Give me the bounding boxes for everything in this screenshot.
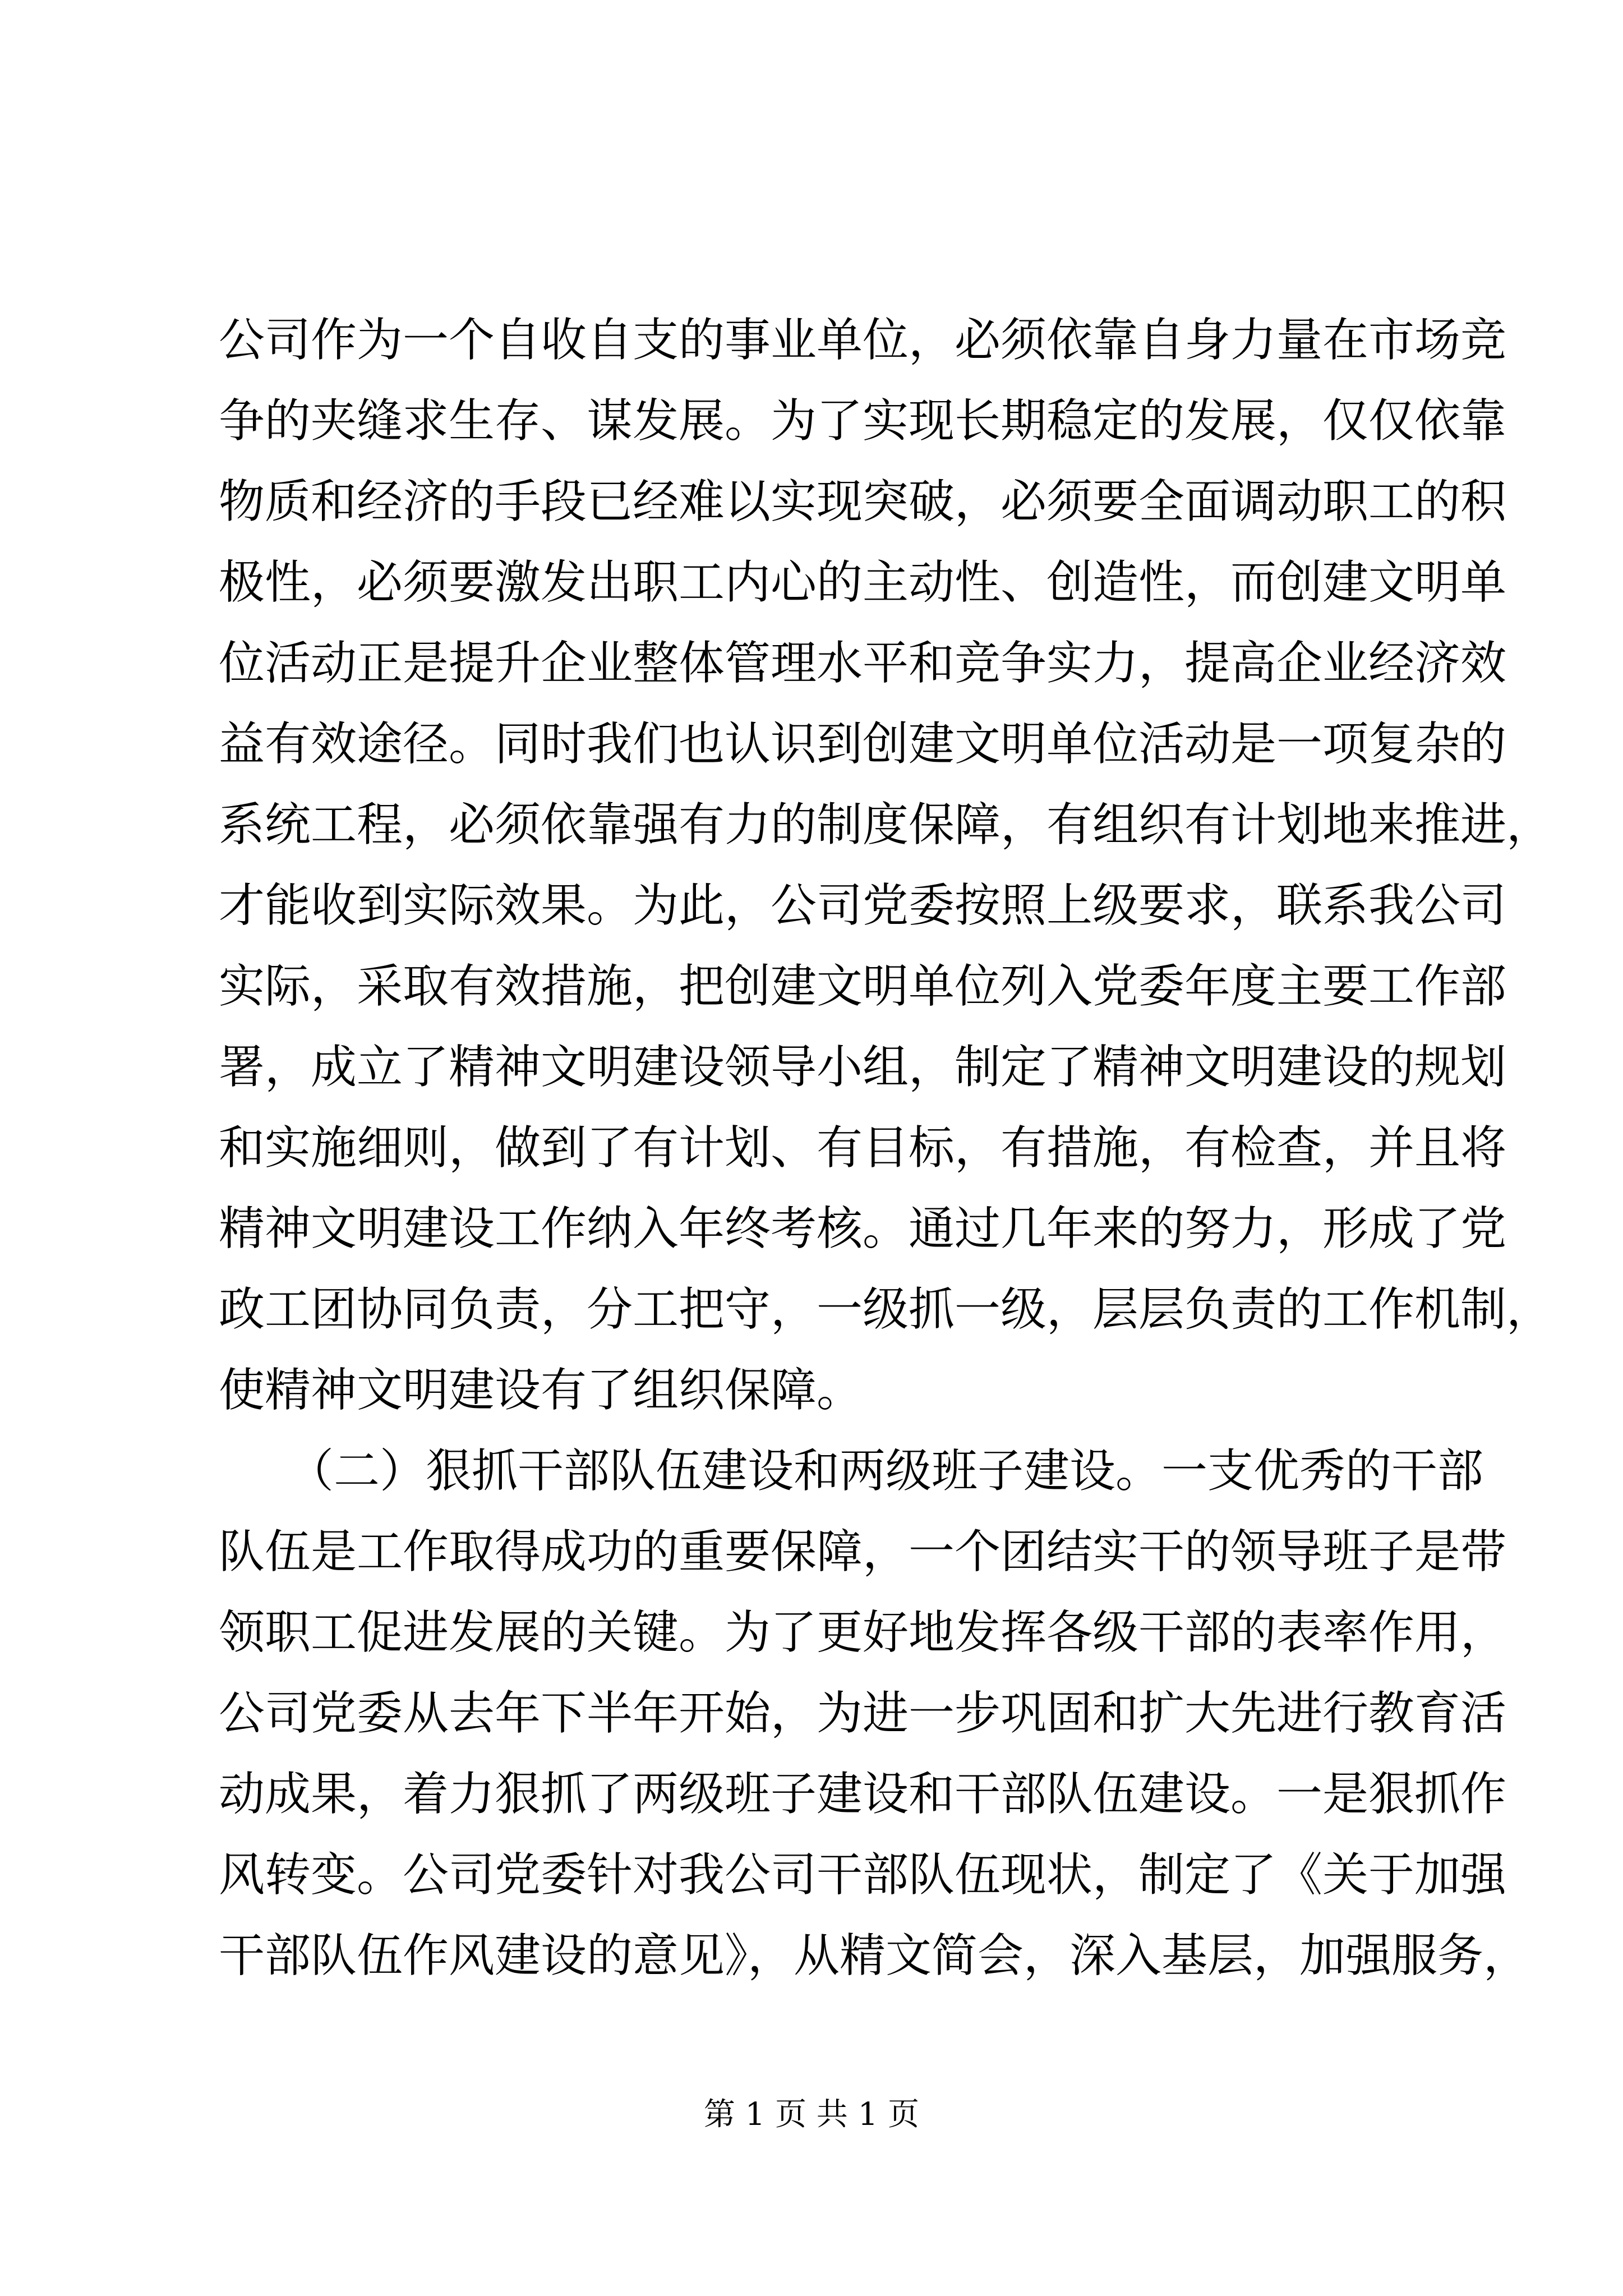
text-line: 和实施细则，做到了有计划、有目标，有措施，有检查，并且将 <box>219 1121 1507 1175</box>
text-line: 极性，必须要激发出职工内心的主动性、创造性，而创建文明单 <box>219 556 1507 609</box>
text-line: 署，成立了精神文明建设领导小组，制定了精神文明建设的规划 <box>219 1041 1507 1094</box>
text-line: 队伍是工作取得成功的重要保障，一个团结实干的领导班子是带 <box>219 1525 1507 1579</box>
text-line: 实际，采取有效措施，把创建文明单位列入党委年度主要工作部 <box>219 960 1507 1013</box>
page-number-label: 第 1 页 共 1 页 <box>703 2096 920 2133</box>
text-line: 才能收到实际效果。为此，公司党委按照上级要求，联系我公司 <box>219 879 1507 932</box>
page-footer <box>0 2092 1623 2137</box>
text-line: 精神文明建设工作纳入年终考核。通过几年来的努力，形成了党 <box>219 1202 1507 1255</box>
text-line: 位活动正是提升企业整体管理水平和竞争实力，提高企业经济效 <box>219 637 1507 690</box>
text-line: 风转变。公司党委针对我公司干部队伍现状，制定了《关于加强 <box>219 1848 1507 1902</box>
text-line: 公司作为一个自收自支的事业单位，必须依靠自身力量在市场竞 <box>219 314 1507 367</box>
text-line: 公司党委从去年下半年开始，为进一步巩固和扩大先进行教育活 <box>219 1687 1507 1740</box>
text-line-section-start: （二）狠抓干部队伍建设和两级班子建设。一支优秀的干部 <box>219 1444 1484 1498</box>
text-line: 领职工促进发展的关键。为了更好地发挥各级干部的表率作用， <box>219 1606 1507 1659</box>
text-line: 争的夹缝求生存、谋发展。为了实现长期稳定的发展，仅仅依靠 <box>219 394 1507 448</box>
text-line: 动成果，着力狠抓了两级班子建设和干部队伍建设。一是狠抓作 <box>219 1768 1507 1821</box>
body-text <box>219 300 1553 1996</box>
text-line: 物质和经济的手段已经难以实现突破，必须要全面调动职工的积 <box>219 475 1507 528</box>
text-line: 系统工程，必须依靠强有力的制度保障，有组织有计划地来推进， <box>219 798 1553 852</box>
text-line: 干部队伍作风建设的意见》，从精文简会，深入基层，加强服务， <box>219 1929 1530 1982</box>
text-line: 政工团协同负责，分工把守，一级抓一级，层层负责的工作机制， <box>219 1283 1553 1336</box>
text-line: 益有效途径。同时我们也认识到创建文明单位活动是一项复杂的 <box>219 717 1507 771</box>
text-line-paragraph-end: 使精神文明建设有了组织保障。 <box>219 1364 863 1417</box>
